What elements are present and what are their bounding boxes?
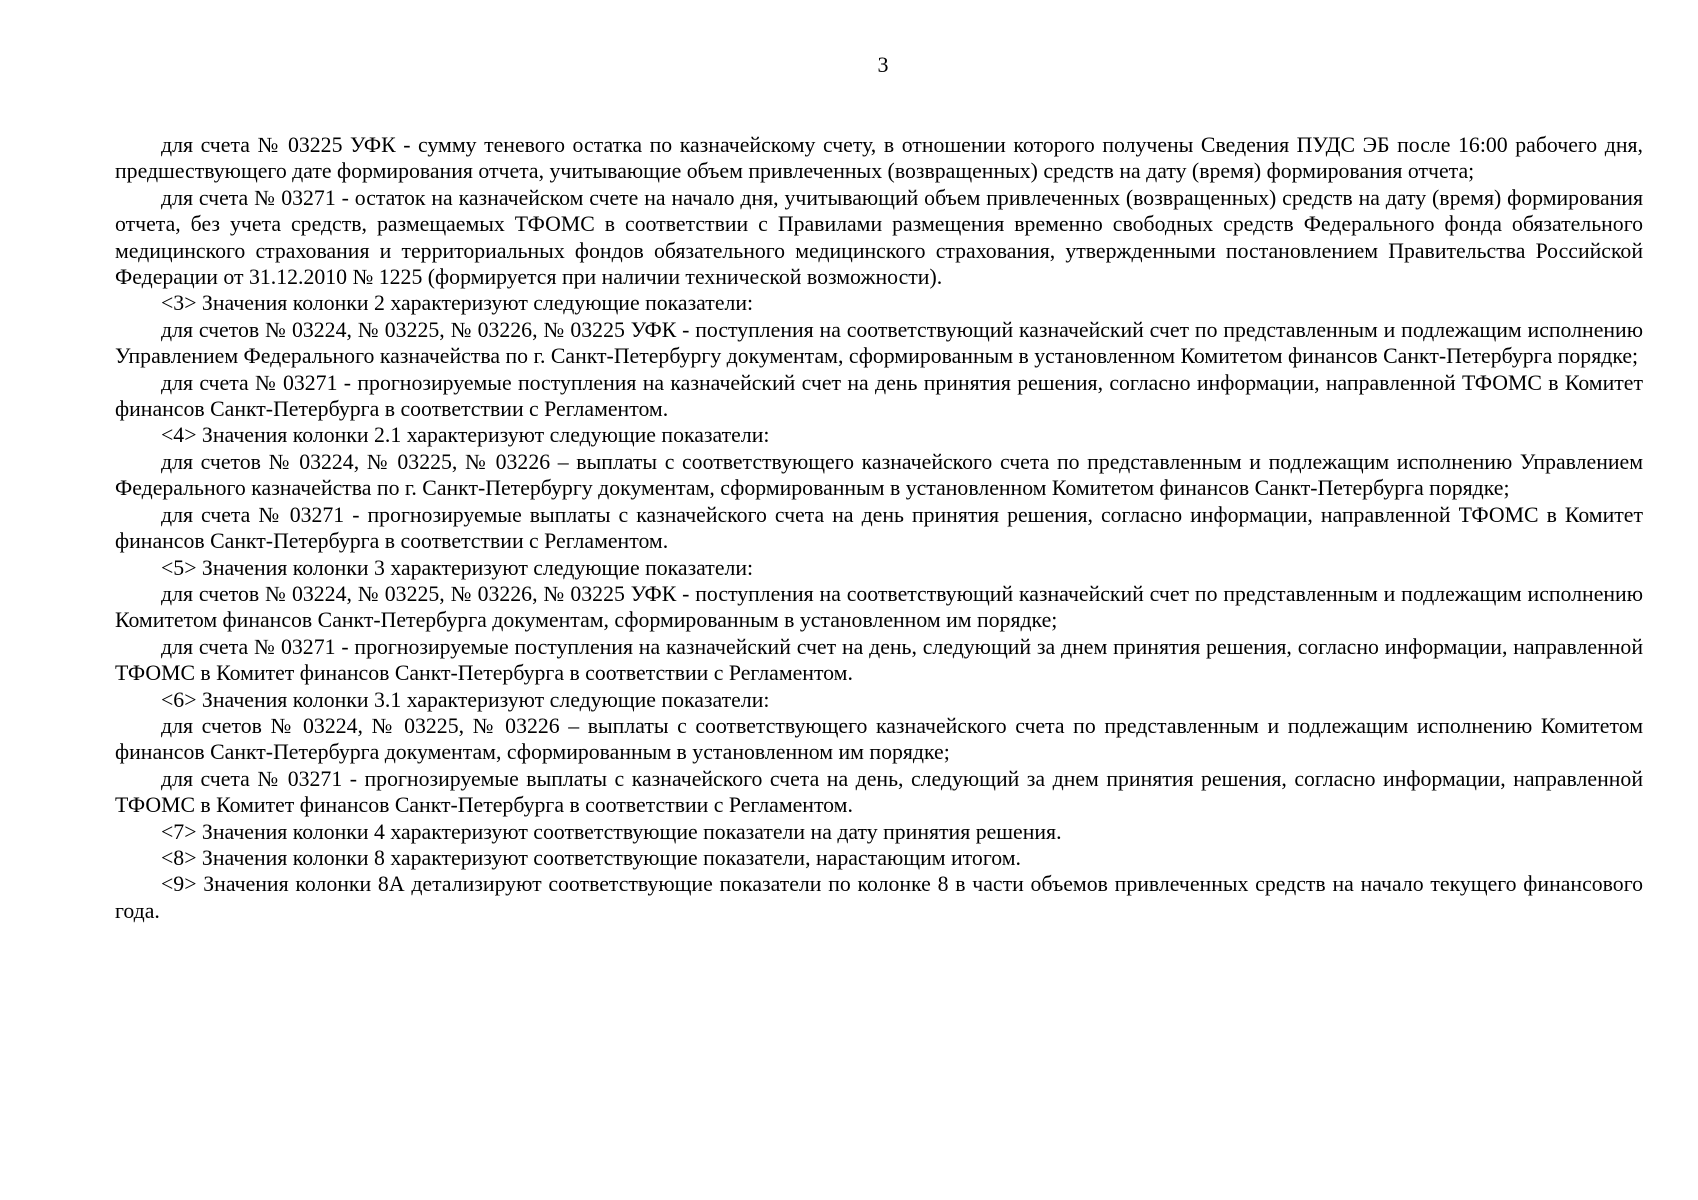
paragraph-column-3-03271: для счета № 03271 - прогнозируемые поступления на казначейский счет на день, следующий за днем принятия решения, согласно информации, направленной ТФОМС в Комитет финансов Санкт-Петербурга в соответствии с Регламентом. bbox=[115, 634, 1643, 686]
paragraph-03271-balance: для счета № 03271 - остаток на казначейском счете на начало дня, учитывающий объем привлеченных (возвращенных) средств на дату (время) формирования отчета, без учета средств, размещаемых ТФОМС в соответствии с Правилами размещения временно свободных средств Федерального фонда обязательного медицинского страхования и территориальных фондов обязательного медицинского страхования, утвержденными постановлением Правительства Российской Федерации от 31.12.2010 № 1225 (формируется при наличии технической возможности). bbox=[115, 185, 1643, 290]
paragraph-column-3-1-accounts: для счетов № 03224, № 03225, № 03226 – выплаты с соответствующего казначейского счета по представленным и подлежащим исполнению Комитетом финансов Санкт-Петербурга документам, сформированным в установленном им порядке; bbox=[115, 713, 1643, 765]
document-body bbox=[115, 132, 1643, 924]
paragraph-column-2-1-accounts: для счетов № 03224, № 03225, № 03226 – выплаты с соответствующего казначейского счета по представленным и подлежащим исполнению Управлением Федерального казначейства по г. Санкт-Петербургу документам, сформированным в установленном Комитетом финансов Санкт-Петербурга порядке; bbox=[115, 449, 1643, 501]
paragraph-column-2-accounts: для счетов № 03224, № 03225, № 03226, № 03225 УФК - поступления на соответствующий казначейский счет по представленным и подлежащим исполнению Управлением Федерального казначейства по г. Санкт-Петербургу документам, сформированным в установленном Комитетом финансов Санкт-Петербурга порядке; bbox=[115, 317, 1643, 369]
footnote-9: <9> Значения колонки 8А детализируют соответствующие показатели по колонке 8 в части объемов привлеченных средств на начало текущего финансового года. bbox=[115, 872, 1643, 923]
footnote-4-heading: <4> Значения колонки 2.1 характеризуют следующие показатели: bbox=[161, 423, 770, 448]
paragraph-03225-ufk-balance: для счета № 03225 УФК - сумму теневого остатка по казначейскому счету, в отношении которого получены Сведения ПУДС ЭБ после 16:00 рабочего дня, предшествующего дате формирования отчета, учитывающие объем привлеченных (возвращенных) средств на дату (время) формирования отчета; bbox=[115, 133, 1643, 184]
paragraph-column-3-1-03271: для счета № 03271 - прогнозируемые выплаты с казначейского счета на день, следующий за днем принятия решения, согласно информации, направленной ТФОМС в Комитет финансов Санкт-Петербурга в соответствии с Регламентом. bbox=[115, 766, 1643, 818]
footnote-3-heading: <3> Значения колонки 2 характеризуют следующие показатели: bbox=[161, 291, 754, 316]
footnote-7: <7> Значения колонки 4 характеризуют соответствующие показатели на дату принятия решения. bbox=[161, 819, 1062, 844]
paragraph-column-3-accounts: для счетов № 03224, № 03225, № 03226, № 03225 УФК - поступления на соответствующий казначейский счет по представленным и подлежащим исполнению Комитетом финансов Санкт-Петербурга документам, сформированным в установленном им порядке; bbox=[115, 581, 1643, 633]
footnote-5-heading: <5> Значения колонки 3 характеризуют следующие показатели: bbox=[161, 555, 754, 580]
paragraph-column-2-1-03271: для счета № 03271 - прогнозируемые выплаты с казначейского счета на день принятия решения, согласно информации, направленной ТФОМС в Комитет финансов Санкт-Петербурга в соответствии с Регламентом. bbox=[115, 502, 1643, 554]
paragraph-column-2-03271: для счета № 03271 - прогнозируемые поступления на казначейский счет на день принятия решения, согласно информации, направленной ТФОМС в Комитет финансов Санкт-Петербурга в соответствии с Регламентом. bbox=[115, 370, 1643, 422]
page-number: 3 bbox=[877, 52, 889, 77]
footnote-8: <8> Значения колонки 8 характеризуют соответствующие показатели, нарастающим итогом. bbox=[161, 845, 1021, 870]
footnote-6-heading: <6> Значения колонки 3.1 характеризуют следующие показатели: bbox=[161, 687, 770, 712]
